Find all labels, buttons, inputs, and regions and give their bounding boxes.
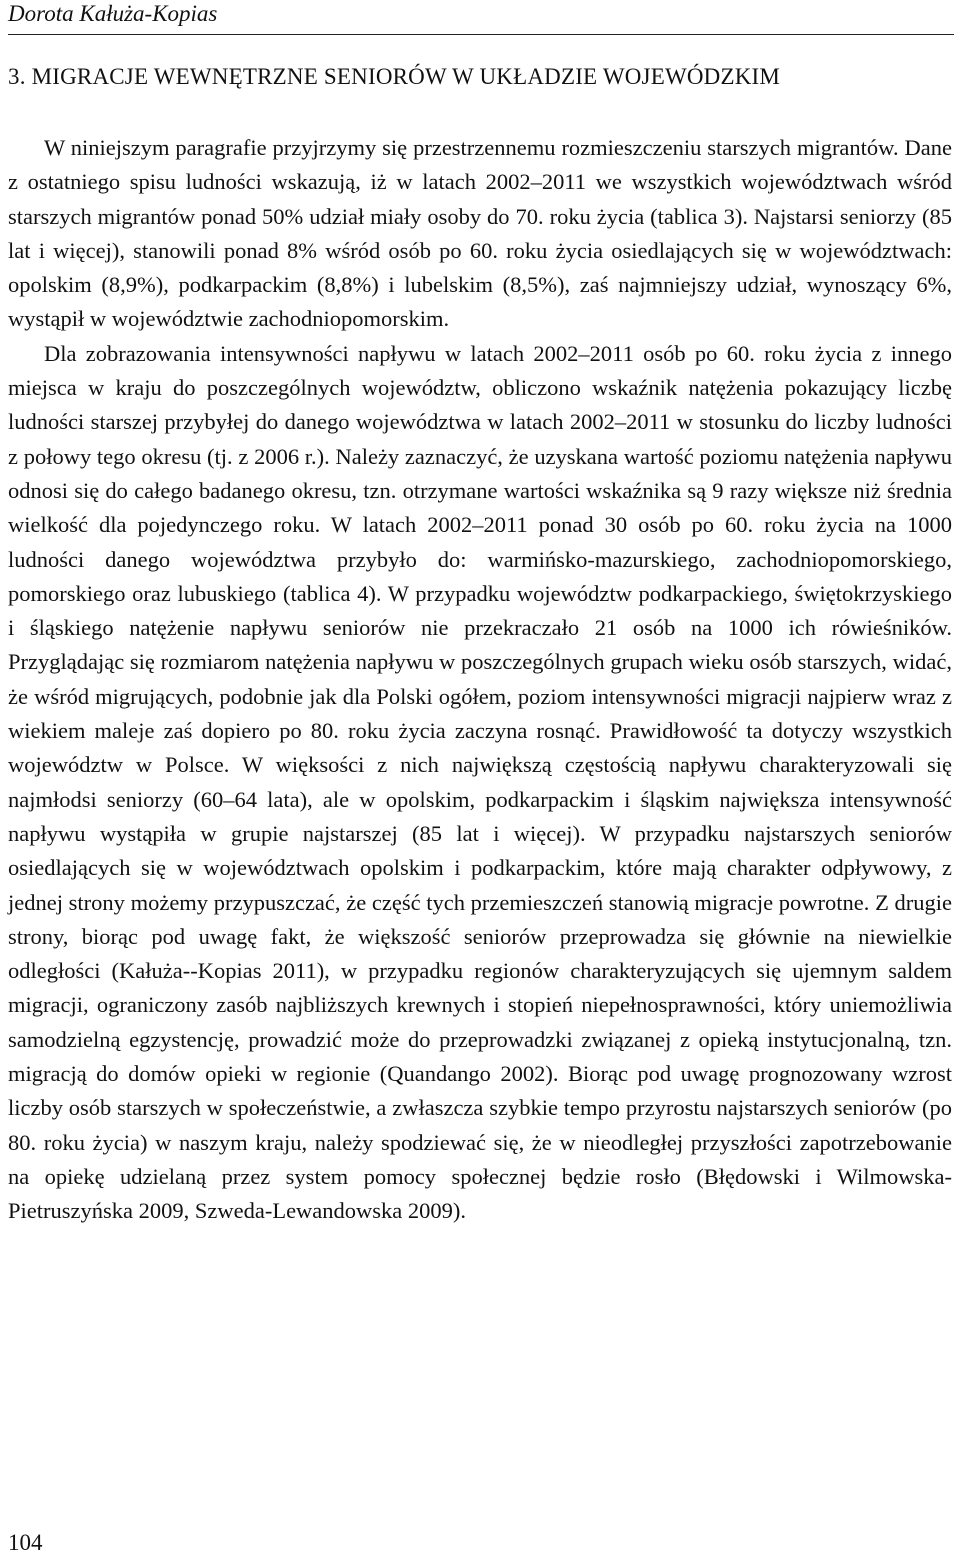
header-rule <box>8 34 954 35</box>
header-author: Dorota Kałuża-Kopias <box>8 1 218 26</box>
paragraph-1: W niniejszym paragrafie przyjrzymy się przestrzennemu rozmieszczeniu starszych migrantów. Dane z ostatniego spisu ludności wskazują, iż w latach 2002–2011 we wszystkich województwach wśród starszych migrantów ponad 50% udział miały osoby do 70. roku życia (tablica 3). Najstarsi seniorzy (85 lat i więcej), stanowili ponad 8% wśród osób po 60. roku życia osiedlających się w województwach: opolskim (8,9%), podkarpackim (8,8%) i lubelskim (8,5%), zaś najmniejszy udział, wynoszący 6%, wystąpił w województwie zachodniopomorskim. <box>8 135 952 332</box>
running-header <box>8 0 954 36</box>
page-number: 104 <box>8 1530 43 1555</box>
section-title: 3. MIGRACJE WEWNĘTRZNE SENIORÓW W UKŁADZIE WOJEWÓDZKIM <box>8 64 781 89</box>
body-text <box>8 131 952 1229</box>
paragraph-2: Dla zobrazowania intensywności napływu w latach 2002–2011 osób po 60. roku życia z innego miejsca w kraju do poszczególnych województw, obliczono wskaźnik natężenia pokazujący liczbę ludności starszej przybyłej do danego województwa w latach 2002–2011 w stosunku do liczby ludności z połowy tego okresu (tj. z 2006 r.). Należy zaznaczyć, że uzyskana wartość poziomu natężenia napływu odnosi się do całego badanego okresu, tzn. otrzymane wartości wskaźnika są 9 razy większe niż średnia wielkość dla pojedynczego roku. W latach 2002–2011 ponad 30 osób po 60. roku życia na 1000 ludności danego województwa przybyło do: warmińsko-mazurskiego, zachodniopomorskiego, pomorskiego oraz lubuskiego (tablica 4). W przypadku województw podkarpackiego, świętokrzyskiego i śląskiego natężenie napływu seniorów nie przekraczało 21 osób na 1000 ich rówieśników. Przyglądając się rozmiarom natężenia napływu w poszczególnych grupach wieku osób starszych, widać, że wśród migrujących, podobnie jak dla Polski ogółem, poziom intensywności migracji najpierw wraz z wiekiem maleje zaś dopiero po 80. roku życia zaczyna rosnąć. Prawidłowość ta dotyczy wszystkich województw w Polsce. W więksości z nich największą częstością napływu charakteryzowali się najmłodsi seniorzy (60–64 lata), ale w opolskim, podkarpackim i śląskim największa intensywność napływu wystąpiła w grupie najstarszej (85 lat i więcej). W przypadku najstarszych seniorów osiedlających się w województwach opolskim i podkarpackim, które mają charakter odpływowy, z jednej strony możemy przypuszczać, że część tych przemieszczeń stanowią migracje powrotne. Z drugie strony, biorąc pod uwagę fakt, że większość seniorów przeprowadza się głównie na niewielkie odległości (Kałuża-‑Kopias 2011), w przypadku regionów charakteryzujących się ujemnym saldem migracji, ograniczony zasób najbliższych krewnych i stopień niepełnosprawności, który uniemożliwia samodzielną egzystencję, prowadzić może do przeprowadzki związanej z opieką instytucjonalną, tzn. migracją do domów opieki w regionie (Quandango 2002). Biorąc pod uwagę prognozowany wzrost liczby osób starszych w społeczeństwie, a zwłaszcza szybkie tempo przyrostu najstarszych seniorów (po 80. roku życia) w naszym kraju, należy spodziewać się, że w nieodległej przyszłości zapotrzebowanie na opiekę udzielaną przez system pomocy społecznej będzie rosło (Błędowski i Wilmowska-Pietruszyńska 2009, Szweda-Lewandowska 2009). <box>8 340 952 1224</box>
